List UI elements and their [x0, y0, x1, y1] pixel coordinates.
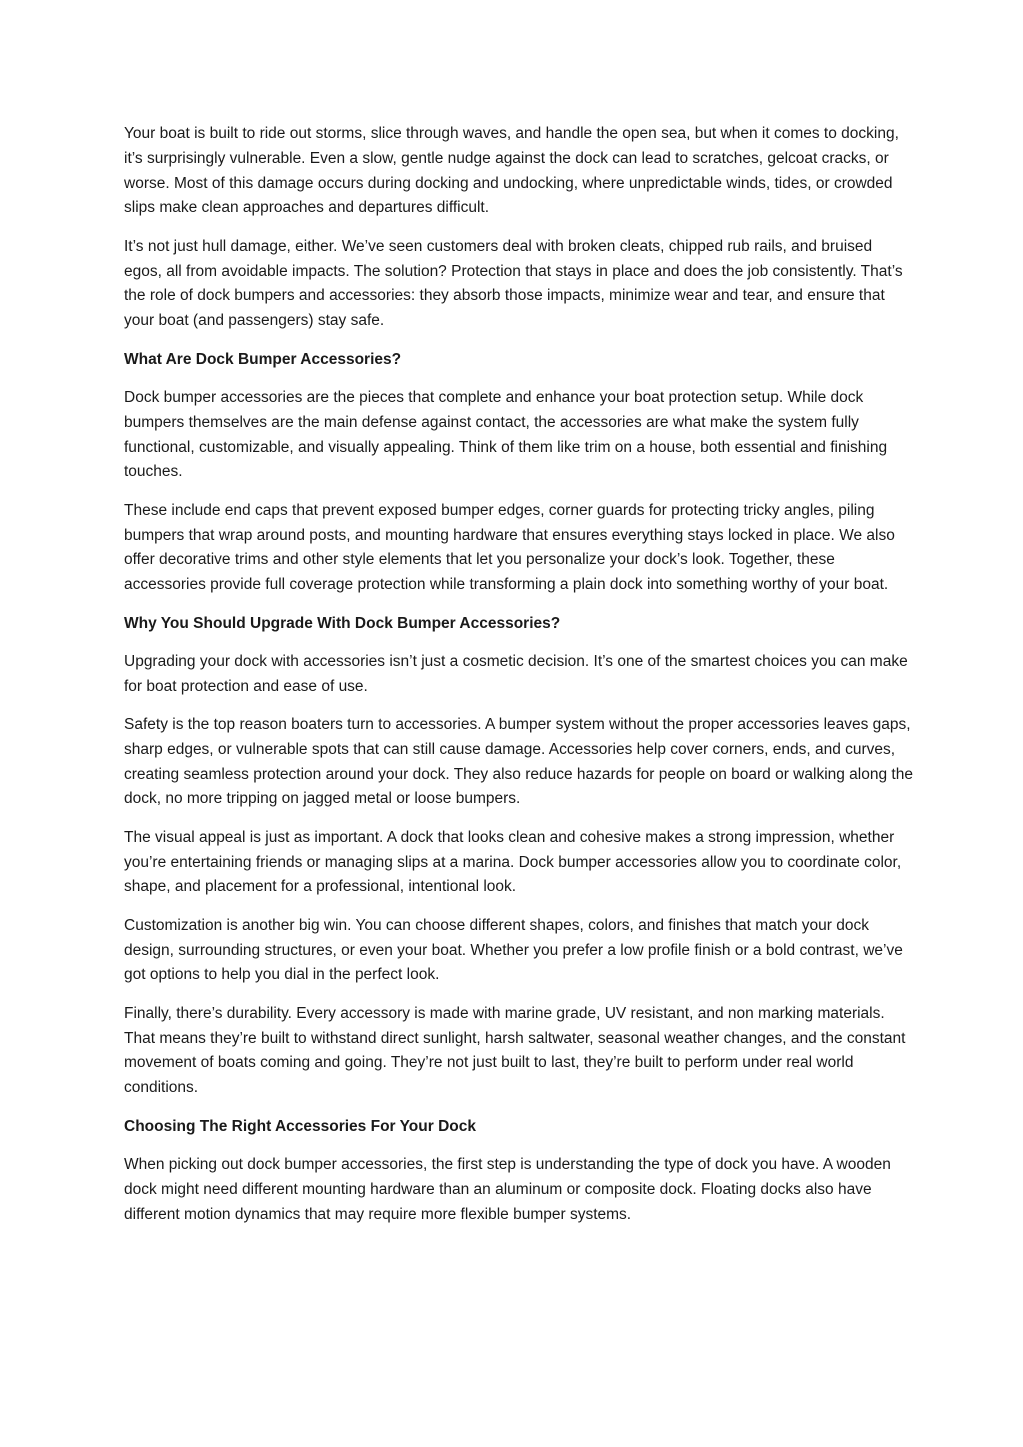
section-heading: Choosing The Right Accessories For Your Dock: [124, 1117, 476, 1135]
choosing-paragraph: When picking out dock bumper accessories, the first step is understanding the type of dock you have. A wooden dock might need different mounting hardware than an aluminum or composite dock. Floating docks also have different motion dynamics that may require more flexible bumper systems.: [124, 1156, 891, 1223]
includes-paragraph: These include end caps that prevent exposed bumper edges, corner guards for protecting tricky angles, piling bumpers that wrap around posts, and mounting hardware that ensures everything stays locked in place. We also offer decorative trims and other style elements that let you personalize your dock’s look. Together, these accessories provide full coverage protection while transforming a plain dock into something worthy of your boat.: [124, 501, 895, 594]
upgrade-paragraph: Upgrading your dock with accessories isn’t just a cosmetic decision. It’s one of the smartest choices you can make for boat protection and ease of use.: [124, 652, 908, 695]
section-heading: Why You Should Upgrade With Dock Bumper Accessories?: [124, 614, 561, 632]
safety-paragraph: Safety is the top reason boaters turn to accessories. A bumper system without the proper accessories leaves gaps, sharp edges, or vulnerable spots that can still cause damage. Accessories help cover corners, ends, and curves, creating seamless protection around your dock. They also reduce hazards for people on board or walking along the dock, no more tripping on jagged metal or loose bumpers.: [124, 716, 913, 808]
section-heading: What Are Dock Bumper Accessories?: [124, 350, 402, 368]
hull-damage-paragraph: It’s not just hull damage, either. We’ve seen customers deal with broken cleats, chipped rub rails, and bruised egos, all from avoidable impacts. The solution? Protection that stays in place and does the job consistently. That’s the role of dock bumpers and accessories: they absorb those impacts, minimize wear and tear, and ensure that your boat (and passengers) stay safe.: [124, 237, 903, 330]
durability-paragraph: Finally, there’s durability. Every accessory is made with marine grade, UV resistant, and non marking materials. That means they’re built to withstand direct sunlight, harsh saltwater, seasonal weather changes, and the constant movement of boats coming and going. They’re not just built to last, they’re built to perform under real world conditions.: [124, 1004, 906, 1097]
visual-appeal-paragraph: The visual appeal is just as important. A dock that looks clean and cohesive makes a strong impression, whether you’re entertaining friends or managing slips at a marina. Dock bumper accessories allow you to coordinate color, shape, and placement for a professional, intentional look.: [124, 828, 902, 896]
document-page: [124, 122, 914, 1241]
intro-paragraph: Your boat is built to ride out storms, slice through waves, and handle the open sea, but when it comes to docking, it’s surprisingly vulnerable. Even a slow, gentle nudge against the dock can lead to scratches, gelcoat cracks, or worse. Most of this damage occurs during docking and undocking, where unpredictable winds, tides, or crowded slips make clean approaches and departures difficult.: [124, 125, 899, 217]
definition-paragraph: Dock bumper accessories are the pieces that complete and enhance your boat protection setup. While dock bumpers themselves are the main defense against contact, the accessories are what make the system fully functional, customizable, and visually appealing. Think of them like trim on a house, both essential and finishing touches.: [124, 388, 888, 481]
customization-paragraph: Customization is another big win. You can choose different shapes, colors, and finishes that match your dock design, surrounding structures, or even your boat. Whether you prefer a low profile finish or a bold contrast, we’ve got options to help you dial in the perfect look.: [124, 916, 903, 984]
